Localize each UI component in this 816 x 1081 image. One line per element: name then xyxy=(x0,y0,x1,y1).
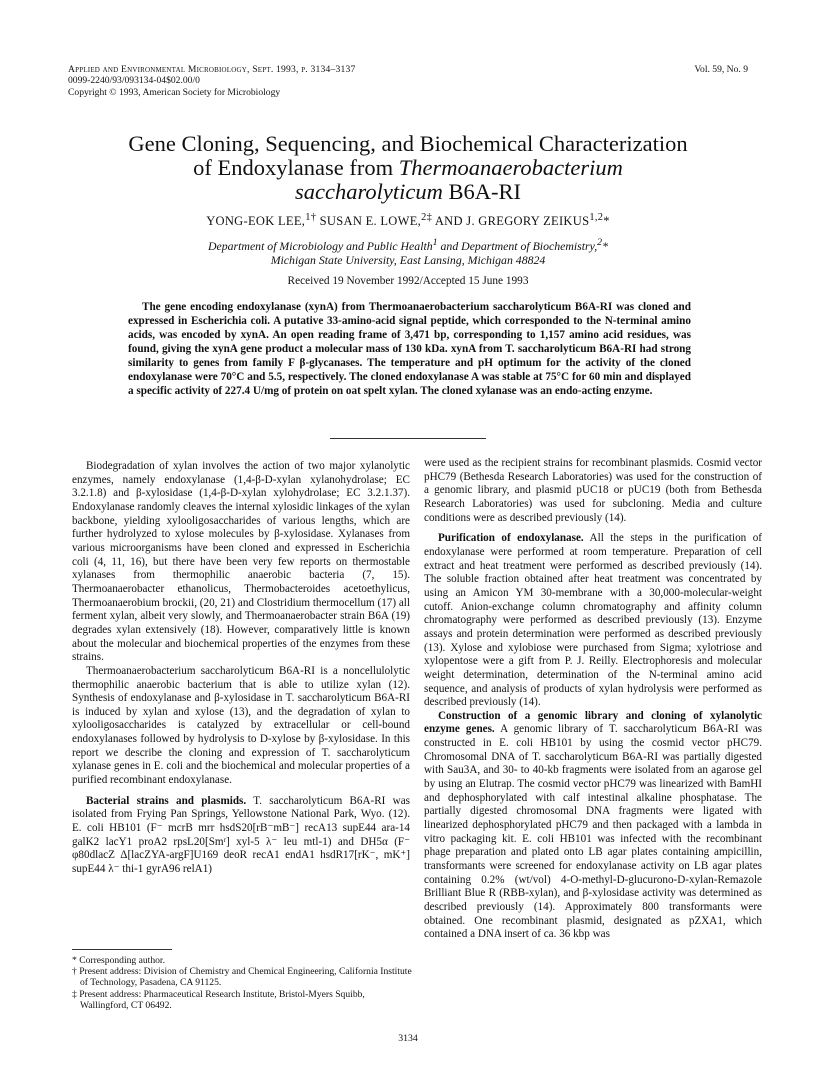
paragraph: Purification of endoxylanase. All the steps in the purification of endoxylanase were performed at room temperature. Preparation of cell extract and heat treatment were performed as described previously (14). The soluble fraction obtained after heat treatment was concentrated by using an Amicon YM 30-membrane with a 30,000-molecular-weight cutoff. Anion-exchange column chromatography and affinity column chromatography were performed as described previously (13). Enzyme assays and protein determination were performed as described previously (13). Xylose and xylobiose were purchased from Sigma; xylotriose and xylopentose were a gift from P. J. Reilly. Electrophoresis and molecular weight determination, determination of the N-terminal amino acid sequence, and analysis of products of xylan hydrolysis were performed as described previously (14). xyxy=(424,532,763,709)
footnotes xyxy=(72,955,412,1011)
running-header xyxy=(68,64,748,98)
section-heading: Purification of endoxylanase. xyxy=(438,532,584,545)
paragraph: Bacterial strains and plasmids. T. saccharolyticum B6A-RI was isolated from Frying Pan Springs, Yellowstone National Park, Wyo. (12). E. coli HB101 (F⁻ mcrB mrr hsdS20[rB⁻mB⁻] recA13 supE44 ara-14 galK2 lacY1 proA2 rpsL20[Smʳ] xyl-5 λ⁻ leu mtl-1) and DH5α (F⁻ φ80dlacZ Δ[lacZYA-argF]U169 deoR recA1 endA1 hsdR17[rK⁻, mK⁺] supE44 λ⁻ thi-1 gyrA96 relA1) xyxy=(72,794,410,876)
article-code: 0099-2240/93/093134-04$02.00/0 xyxy=(68,75,200,87)
title-line-1: Gene Cloning, Sequencing, and Biochemical Characterization xyxy=(128,131,688,156)
title-line-2: of Endoxylanase from Thermoanaerobacterium xyxy=(193,155,623,180)
affiliations: Department of Microbiology and Public Health$^1$ and Department of Biochemistry,$^2$* Michigan State University, East Lansing, Michigan 48824 xyxy=(208,237,608,267)
journal-citation: Applied and Environmental Microbiology, Sept. 1993, p. 3134–3137 xyxy=(68,64,356,75)
author-list: YONG-EOK LEE,$^{1\dagger}$ SUSAN E. LOWE,$^{2\ddagger}$ AND J. GREGORY ZEIKUS$^{1,2}$* xyxy=(206,212,610,229)
footnote: † Present address: Division of Chemistry and Chemical Engineering, California Institute of Technology, Pasadena, CA 91125. xyxy=(72,966,412,989)
left-column xyxy=(72,460,410,877)
received-dates: Received 19 November 1992/Accepted 15 June 1993 xyxy=(287,275,529,287)
footnote: ‡ Present address: Pharmaceutical Research Institute, Bristol-Myers Squibb, Wallingford, CT 06492. xyxy=(72,988,365,1011)
right-column xyxy=(424,457,762,942)
page-number: 3134 xyxy=(398,1033,418,1044)
author-lee: YONG-EOK LEE, xyxy=(206,214,306,229)
section-divider xyxy=(330,438,486,439)
title-line-3: saccharolyticum B6A-RI xyxy=(294,179,521,204)
paragraph: Biodegradation of xylan involves the action of two major xylanolytic enzymes, namely endoxylanase (1,4-β-D-xylan xylanohydrolase; EC 3.2.1.8) and β-xylosidase (1,4-β-D-xylan xylohydrolase; EC 3.2.1.37). Endoxylanase randomly cleaves the internal xylosidic linkages of the xylan backbone, yielding xylooligosaccharides of various lengths, which are further hydrolyzed to xylose molecules by β-xylosidase. Xylanases from various microorganisms have been cloned and expressed in Escherichia coli (4, 11, 16), but there have been very few reports on thermostable xylanases from thermophilic anaerobic bacteria (7, 15). Thermoanaerobacter ethanolicus, Thermobacteroides acetoethylicus, Thermoanaerobium brockii, (20, 21) and Clostridium thermocellum (17) all ferment xylan, albeit very slowly, and Thermoanaerobacter strain B6A (19) degrades xylan extensively (18). However, comparatively little is known about the molecular and biochemical properties of the enzymes from these strains. xyxy=(72,460,410,664)
author-lowe: SUSAN E. LOWE, xyxy=(319,214,422,229)
copyright-line: Copyright © 1993, American Society for Microbiology xyxy=(68,86,281,98)
paragraph: Construction of a genomic library and cloning of xylanolytic enzyme genes. A genomic library of T. saccharolyticum B6A-RI was constructed in E. coli HB101 by using the cosmid vector pHC79. Chromosomal DNA of T. saccharolyticum B6A-RI was partially digested with Sau3A, and 30- to 40-kb fragments were isolated from an agarose gel by using an Elutrap. The cosmid vector pHC79 was linearized with BamHI and dephosphorylated with calf intestinal alkaline phosphatase. The partially digested chromosomal DNA fragments were ligated with linearized dephosphorylated pHC79 and then packaged with a lambda in vitro packaging kit. E. coli HB101 was infected with the recombinant phage preparation and plated onto LB agar plates containing ampicillin, transformants were screened for endoxylanase activity on LB agar plates containing 0.2% (wt/vol) 4-O-methyl-D-glucurono-D-xylan-Remazole Brilliant Blue R (RBB-xylan), and β-xylosidase activity was determined as described previously (14). Approximately 800 transformants were obtained. One recombinant plasmid, designated as pZXA1, which contained a DNA insert of ca. 36 kbp was xyxy=(424,709,762,941)
volume-issue: Vol. 59, No. 9 xyxy=(694,64,748,75)
section-heading: Construction of a genomic library and cloning of xylanolytic enzyme genes. xyxy=(424,709,762,736)
section-heading: Bacterial strains and plasmids. xyxy=(86,794,247,807)
paragraph: were used as the recipient strains for recombinant plasmids. Cosmid vector pHC79 (Bethesda Research Laboratories) was used for the construction of a genomic library, and plasmid pUC18 or pUC19 (both from Bethesda Research Laboratories) was used for subcloning. Media and culture conditions were as described previously (14). xyxy=(424,457,762,524)
author-zeikus: J. GREGORY ZEIKUS xyxy=(466,214,590,229)
footnote-divider xyxy=(72,949,172,950)
article-title xyxy=(68,132,748,204)
paragraph: Thermoanaerobacterium saccharolyticum B6A-RI is a noncellulolytic thermophilic anaerobic bacterium that is able to utilize xylan (12). Synthesis of endoxylanase and β-xylosidase in T. saccharolyticum B6A-RI is induced by xylan and xylose (13), and the degradation of xylan to xylooligosaccharides is catalyzed by extracellular or cell-bound endoxylanases followed by hydrolysis to D-xylose by β-xylosidase. In this report we describe the cloning and expression of T. saccharolyticum xylanase genes in E. coli and the biochemical and molecular properties of a purified recombinant endoxylanase. xyxy=(72,664,410,787)
footnote: * Corresponding author. xyxy=(72,955,165,966)
abstract: The gene encoding endoxylanase (xynA) from Thermoanaerobacterium saccharolyticum B6A-RI was cloned and expressed in Escherichia coli. A putative 33-amino-acid signal peptide, which corresponded to the N-terminal amino acids, was encoded by xynA. An open reading frame of 3,471 bp, corresponding to 1,157 amino acid residues, was found, giving the xynA gene product a molecular mass of 130 kDa. xynA from T. saccharolyticum B6A-RI had strong similarity to genes from family F β-glycanases. The temperature and pH optimum for the activity of the cloned endoxylanase were 70°C and 5.5, respectively. The cloned endoxylanase A was stable at 75°C for 60 min and displayed a specific activity of 227.4 U/mg of protein on oat spelt xylan. The cloned xylanase was an endo-acting enzyme. xyxy=(128,301,691,397)
